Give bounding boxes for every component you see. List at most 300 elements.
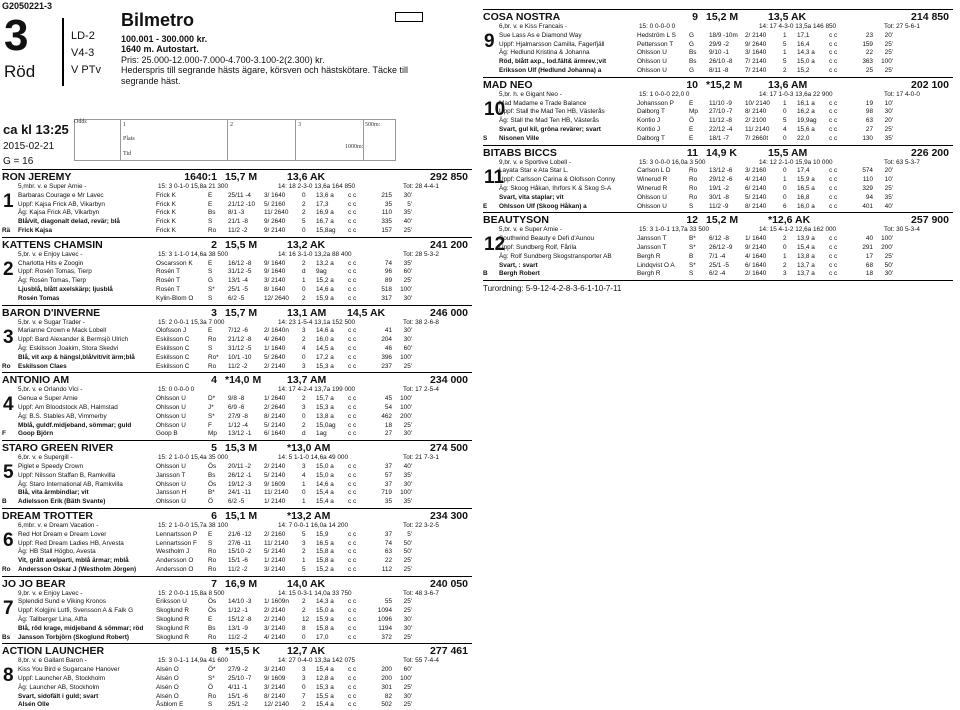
race-line-cell: 2: [302, 336, 306, 344]
race-line-cell: 30': [403, 480, 412, 488]
race-line-cell: c c: [348, 336, 357, 344]
race-line-cell: 2: [302, 598, 306, 606]
race-line: [2, 354, 472, 363]
race-line-cell: 502: [381, 701, 392, 709]
race-line-cell: S*: [208, 412, 215, 420]
race-line-cell: Röd, blått axp., lod.fält& ärmrev.;vit: [499, 58, 607, 66]
race-time: [3, 123, 69, 168]
race-line-cell: 30': [884, 270, 893, 278]
race-line-cell: Lennartsson P: [156, 530, 198, 538]
race-line-cell: Uppf: Bard Alexander & Bermsjö Ulrich: [18, 336, 129, 344]
race-line-cell: Marianne Crown e Mack Lobell: [18, 327, 107, 335]
year-stat: 14: 15 4-1-2 12,6a 162 000: [759, 226, 837, 234]
start-number: 6: [3, 529, 14, 551]
race-line-cell: 10': [884, 176, 893, 184]
divider: [2, 576, 472, 577]
race-line-cell: 16,5 a: [316, 539, 334, 547]
race-line-cell: 46: [384, 344, 392, 352]
race-line-cell: 1/12 -1: [228, 607, 248, 615]
race-line-cell: Frick K: [156, 209, 176, 217]
race-line-cell: 11/2 -2: [228, 362, 248, 370]
horse-header: [483, 147, 953, 159]
race-line-cell: c c: [348, 633, 357, 641]
horse-header: [2, 171, 472, 183]
race-line-cell: 25': [884, 252, 893, 260]
race-line-cell: Bergh Robert: [499, 270, 540, 278]
autostart-icon: [395, 12, 423, 22]
race-line-cell: 401: [862, 202, 873, 210]
race-line-cell: c c: [348, 675, 357, 683]
total-stat: Tot: 63 5-3-7: [884, 158, 920, 166]
race-line: [483, 108, 953, 117]
race-line: [483, 270, 953, 279]
race-line-cell: 17,0: [316, 633, 329, 641]
race-line-cell: 18/1 -7: [709, 134, 729, 142]
race-line-cell: 157: [381, 226, 392, 234]
race-line-cell: c c: [348, 209, 357, 217]
race-line-cell: 2/ 2640: [264, 403, 286, 411]
race-line-cell: [2, 625, 18, 634]
race-line-cell: Ös: [208, 462, 217, 470]
race-line-cell: [2, 286, 18, 295]
race-line-cell: Layata Star e Ata Star L.: [499, 167, 569, 175]
race-line: [2, 209, 472, 218]
race-line-cell: 110: [862, 176, 873, 184]
race-line-cell: 5: [783, 117, 787, 125]
race-line-cell: 60': [403, 666, 412, 674]
race-line-cell: 13,9 a: [797, 235, 815, 243]
horse-entry: [483, 9, 953, 76]
race-line-cell: 74: [384, 259, 392, 267]
race-line: [2, 598, 472, 607]
divider: [483, 212, 953, 213]
race-line-cell: 25': [884, 40, 893, 48]
start-number: 5: [3, 462, 14, 484]
race-line-cell: c c: [348, 362, 357, 370]
race-line-cell: Frick K: [156, 191, 176, 199]
race-line: [483, 126, 953, 135]
race-line-cell: c c: [348, 277, 357, 285]
race-line-cell: c c: [829, 108, 838, 116]
race-line-cell: E: [208, 191, 213, 199]
pedigree: 6,mbr. v. e Dream Vacation -: [18, 521, 99, 529]
race-line-cell: 3: [302, 666, 306, 674]
pedigree: 6,br. v. e Supergill -: [18, 454, 73, 462]
race-line-cell: 301: [381, 683, 392, 691]
start-position: 8: [211, 645, 217, 658]
race-line-cell: c c: [829, 202, 838, 210]
race-line-cell: 26/12 -9: [709, 243, 733, 251]
race-line-cell: Frick K: [156, 226, 176, 234]
race-line-cell: S: [208, 218, 213, 226]
race-line-cell: Ohlsson U: [156, 403, 186, 411]
horse-entry: [483, 145, 953, 212]
race-line-cell: 37: [384, 530, 392, 538]
race-line-cell: 40': [884, 202, 893, 210]
race-line-cell: 25': [884, 125, 893, 133]
year-stat: 15: 2 1-0-0 15,4a 35 000: [158, 454, 228, 462]
race-line-cell: 6/ 1640: [264, 430, 286, 438]
pedigree: 5,br. v. e Enjoy Lavec -: [18, 250, 83, 258]
race-line-cell: Uppf: Launcher AB, Stockholm: [18, 675, 106, 683]
race-line-cell: 200': [400, 412, 412, 420]
race-line-cell: Uppf: Carlsson Carina & Olofsson Conny: [499, 176, 616, 184]
divider: [2, 237, 472, 238]
horse-header: [2, 510, 472, 522]
race-line-cell: 25': [403, 362, 412, 370]
race-line: [483, 49, 953, 58]
race-line-cell: Ro: [208, 362, 217, 370]
race-line-cell: c c: [829, 252, 838, 260]
race-line-cell: 5: [783, 58, 787, 66]
horse-header: [483, 11, 953, 23]
race-line-cell: 25/1 -5: [228, 285, 248, 293]
race-line-cell: Splendid Sund e Viking Kronos: [18, 598, 106, 606]
race-line-cell: c c: [348, 403, 357, 411]
race-line-cell: 1: [783, 99, 787, 107]
race-line-cell: c c: [348, 430, 357, 438]
race-line-cell: 6/2 -4: [709, 270, 726, 278]
race-line-cell: Ro: [208, 336, 217, 344]
race-line-cell: 15,4 a: [316, 489, 334, 497]
race-line-cell: 25: [865, 66, 873, 74]
horse-entry: [2, 372, 472, 439]
race-line-cell: 60': [403, 268, 412, 276]
year-stat: 15: 0 0-0-0 0: [158, 386, 195, 394]
race-line-cell: 11/2 -2: [228, 633, 248, 641]
race-line-cell: 14,6 a: [316, 327, 334, 335]
pedigree: 6,br. v. e Kiss Francais -: [499, 23, 568, 30]
race-code: LD-2: [71, 30, 95, 42]
start-position: 9: [692, 11, 698, 23]
race-line-cell: Ohlsson U: [156, 480, 186, 488]
race-line-cell: Äg: HB Stall Högbo, Avesta: [18, 548, 96, 556]
race-line-cell: 2/ 2140: [264, 616, 286, 624]
race-line-cell: 15,0 a: [797, 58, 815, 66]
race-line-cell: 15,3 a: [316, 362, 334, 370]
start-position: 1640:1: [184, 171, 217, 183]
race-line-cell: Uppf: Kolgjini Lutfi, Svensson A & Falk G: [18, 607, 134, 615]
race-line-cell: S: [208, 701, 213, 709]
total-stat: Tot: 28 5-3-2: [403, 250, 439, 258]
total-stat: Tot: 27 5-6-1: [884, 23, 920, 30]
horse-header: [483, 214, 953, 226]
race-line-cell: 2: [302, 209, 306, 217]
race-line-cell: 5: [302, 565, 306, 573]
race-line-cell: 10': [884, 99, 893, 107]
race-line-cell: Ö*: [208, 666, 216, 674]
race-line-cell: 16,0 a: [316, 336, 334, 344]
race-line-cell: 8/ 1640: [264, 285, 286, 293]
divider: [483, 9, 953, 10]
race-line-cell: Skoglund R: [156, 624, 190, 632]
year-stat: 15: 1 0-0-0 22,0 0: [639, 90, 690, 98]
race-line-cell: 5/ 2140: [264, 548, 286, 556]
race-line-cell: 11/ 2140: [264, 489, 289, 497]
race-line-cell: 15,8 a: [316, 557, 334, 565]
race-line-cell: S: [689, 202, 694, 210]
race-line-cell: 100': [400, 675, 412, 683]
race-line-cell: Äg: Skoog Håkan, Ihrfors K & Skog S-A: [499, 184, 612, 192]
race-line-cell: 1: [302, 277, 306, 285]
race-line-cell: Ohlsson U: [637, 66, 667, 74]
race-line-cell: 2: [302, 294, 306, 302]
race-line-cell: Andersson Oskar J (Westholm Jörgen): [18, 565, 137, 573]
race-line: [2, 634, 472, 643]
race-line-cell: 27: [384, 430, 392, 438]
race-line-cell: 9/ 1640: [264, 259, 286, 267]
race-line-cell: 15,3 a: [316, 403, 334, 411]
race-line: [2, 430, 472, 439]
race-line-cell: Winerud R: [637, 184, 668, 192]
race-line: [483, 262, 953, 271]
horse-name: DREAM TROTTER: [2, 509, 93, 522]
race-line-cell: 1: [302, 498, 306, 506]
race-line-cell: c c: [829, 176, 838, 184]
horse-header: [483, 79, 953, 91]
prize-money: 274 500: [430, 442, 468, 455]
race-line-cell: c c: [348, 489, 357, 497]
race-line-cell: 21/12 -8: [228, 336, 252, 344]
race-line-cell: 1: [783, 31, 787, 39]
race-line-cell: Goop Björn: [18, 430, 54, 438]
race-line-cell: c c: [829, 261, 838, 269]
race-line-cell: 4/ 2140: [745, 176, 767, 184]
race-line-cell: 1/ 1640: [745, 235, 767, 243]
race-line-cell: 110: [381, 209, 392, 217]
race-line-cell: S*: [689, 243, 696, 251]
race-line-cell: 9/ 2140: [264, 226, 286, 234]
race-line-cell: Ohlsson U: [156, 412, 186, 420]
stats-row: [483, 91, 953, 100]
start-number: 3: [3, 326, 14, 348]
race-line-cell: 30': [403, 294, 412, 302]
race-line-cell: 1: [783, 252, 787, 260]
race-line-cell: Dalborg T: [637, 108, 665, 116]
year-stat: 14: 23 1-5-4 13,1a 152 500: [278, 318, 356, 326]
race-line-cell: 130: [862, 134, 873, 142]
race-line-cell: 25': [403, 565, 412, 573]
race-line-cell: Carlson L D: [637, 167, 671, 175]
plats-label: Plats: [123, 136, 135, 142]
race-line-cell: 14,5 a: [316, 344, 334, 352]
race-line-cell: [2, 295, 18, 304]
race-line-cell: c c: [829, 167, 838, 175]
race-line-cell: 35': [403, 471, 412, 479]
record: *12,6 AK: [768, 214, 811, 227]
race-line-cell: Äg: Kajsa Frick AB, Vikarbyn: [18, 209, 100, 217]
race-line-cell: 3: [783, 270, 787, 278]
m1000-label: 1000m:: [345, 144, 364, 150]
race-line: [2, 463, 472, 472]
race-line-cell: 35': [884, 134, 893, 142]
race-line-cell: Äg: Rolf Sundberg Skogstransporter AB: [499, 252, 612, 260]
race-title: Bilmetro: [121, 10, 195, 30]
race-line-cell: 0: [783, 243, 787, 251]
race-line-cell: S: [208, 268, 213, 276]
race-line: [483, 167, 953, 176]
race-line-cell: 30': [403, 327, 412, 335]
race-line-cell: 9/ 1609: [264, 675, 286, 683]
race-line-cell: 1/ 1640: [264, 344, 286, 352]
race-line-cell: 204: [381, 336, 392, 344]
race-line: [2, 489, 472, 498]
start-number: 11: [484, 166, 505, 188]
race-line-cell: 30/1 -8: [709, 193, 729, 201]
race-line-cell: 3: [302, 462, 306, 470]
race-line: [2, 192, 472, 201]
race-line-cell: c c: [348, 616, 357, 624]
race-line-cell: Andersson O: [156, 557, 194, 565]
race-line-cell: 0: [783, 108, 787, 116]
race-line-cell: 22,0: [797, 134, 810, 142]
race-line-cell: 3/ 2140: [264, 683, 286, 691]
record: 14,9 K: [706, 146, 737, 159]
race-line-cell: 15,3 a: [316, 683, 334, 691]
race-line-cell: Rosén T: [156, 277, 181, 285]
race-line-cell: 14,6 a: [316, 285, 334, 293]
race-line-cell: 55: [384, 598, 392, 606]
prize-money: 241 200: [430, 238, 468, 251]
race-line-cell: 13,7 a: [797, 261, 815, 269]
pedigree: 5,mbr. v. e Super Arnie -: [18, 183, 87, 190]
race-line-cell: 37: [384, 480, 392, 488]
race-line-cell: 6/12 -8: [709, 235, 729, 243]
race-line-cell: 5: [302, 530, 306, 538]
race-line-cell: Jansson H: [156, 489, 187, 497]
race-line-cell: Skoglund R: [156, 633, 190, 641]
race-line-cell: 23: [865, 31, 873, 39]
race-line-cell: E: [208, 616, 213, 624]
race-line-cell: 16,5 a: [797, 184, 815, 192]
race-line-cell: 3/ 1640: [745, 49, 767, 57]
divider: [483, 77, 953, 78]
race-line-cell: Frick K: [156, 218, 176, 226]
race-line-cell: 5: [783, 40, 787, 48]
race-line-cell: Svart, sidofält i guld; svart: [18, 692, 99, 700]
record: 13,6 AK: [287, 171, 326, 183]
year-stat: 14: 15 0-3-1 14,0a 33 750: [278, 589, 352, 597]
race-line-cell: 462: [381, 412, 392, 420]
race-line-cell: 100': [881, 58, 893, 66]
race-line-cell: 6/ 2140: [745, 184, 767, 192]
race-line-cell: 5/ 2140: [745, 193, 767, 201]
race-line-cell: 25': [884, 49, 893, 57]
race-line-cell: [483, 194, 499, 203]
vertical-divider: [62, 18, 64, 86]
race-line-cell: 1/ 2140: [264, 557, 286, 565]
race-line-cell: 50': [403, 539, 412, 547]
record: 15,7 M: [225, 306, 258, 319]
race-line-cell: Eriksson Ulf (Hedlund Johanna) a: [499, 66, 602, 74]
race-line: [483, 117, 953, 126]
race-line-cell: 6/2 -5: [228, 498, 245, 506]
race-line-cell: [483, 67, 499, 76]
race-line-cell: 4/ 1640: [745, 252, 767, 260]
race-line-cell: 13/12 -6: [709, 167, 733, 175]
race-line-cell: 15/12 -8: [228, 616, 252, 624]
race-line-cell: c c: [829, 99, 838, 107]
race-line-cell: 13,8 a: [316, 412, 334, 420]
race-line: [483, 203, 953, 212]
race-line-cell: Southwind Beauty e Defi d'Aunou: [499, 235, 595, 243]
race-line-cell: Bs: [2, 633, 11, 641]
race-line-cell: Bs: [208, 624, 216, 632]
race-line-cell: 7/ 2140: [745, 66, 767, 74]
race-line-cell: 3/ 2160: [745, 167, 767, 175]
race-line-cell: Red Hot Dream e Dream Lover: [18, 530, 107, 538]
race-line-cell: 9/ 2640: [264, 218, 286, 226]
race-line-cell: 9/ 1640: [264, 268, 286, 276]
race-line-cell: 1/ 2640: [264, 395, 286, 403]
race-line-cell: 16,1 a: [797, 99, 815, 107]
race-line-cell: c c: [829, 58, 838, 66]
record: *15,5 K: [225, 645, 261, 658]
race-line-cell: c c: [348, 344, 357, 352]
race-line: [2, 363, 472, 372]
race-line-cell: Ro: [689, 184, 698, 192]
race-line-cell: 16/12 -8: [228, 259, 252, 267]
race-line-cell: c c: [348, 412, 357, 420]
race-line-cell: Ohlsson Ulf (Skoog Håkan) a: [499, 202, 587, 210]
total-stat: Tot: 48 3-6-7: [403, 589, 439, 597]
horse-entry: [2, 237, 472, 304]
race-line-cell: 15/1 -6: [228, 557, 248, 565]
race-line-cell: 15,2 a: [316, 277, 334, 285]
race-line: [2, 336, 472, 345]
race-line: [483, 32, 953, 41]
race-line: [2, 548, 472, 557]
race-line-cell: Mp: [689, 108, 698, 116]
race-line-cell: G: [689, 66, 694, 74]
race-line-cell: 30': [884, 108, 893, 116]
pedigree: 8,br. v. e Gallant Baron -: [18, 657, 87, 665]
start-number: 10: [484, 98, 506, 120]
race-line-cell: 9/10 -1: [709, 49, 729, 57]
race-line-cell: c c: [829, 270, 838, 278]
prize-money: 292 850: [430, 171, 468, 183]
race-line-cell: Eriksson U: [156, 598, 187, 606]
record: 14,5 AK: [347, 306, 386, 319]
race-line-cell: 0: [783, 134, 787, 142]
race-line-cell: 2/ 2140: [264, 462, 286, 470]
race-line-cell: 15,4 a: [316, 666, 334, 674]
race-line-cell: [483, 126, 499, 135]
race-line-cell: 396: [381, 353, 392, 361]
horse-entry: [483, 212, 953, 279]
race-line-cell: 335: [381, 218, 392, 226]
left-column: [2, 168, 472, 710]
race-line-cell: 57: [384, 471, 392, 479]
race-line-cell: Ro: [208, 565, 217, 573]
race-line-cell: Goop B: [156, 430, 178, 438]
year-stat: 15: 2 0-0-1 15,3a 7 000: [158, 318, 225, 326]
race-info: [121, 34, 421, 87]
horse-entry: [2, 440, 472, 507]
race-line-cell: Äg: B.S. Stables AB, Vimmerby: [18, 412, 107, 420]
race-line-cell: 0: [302, 191, 306, 199]
race-line-cell: S: [208, 294, 213, 302]
race-line-cell: 100': [881, 235, 893, 243]
race-line-cell: 159: [862, 40, 873, 48]
race-line-cell: Frick K: [156, 200, 176, 208]
race-line-cell: 5/ 2640: [264, 353, 286, 361]
race-line-cell: c c: [829, 235, 838, 243]
race-line-cell: Kontio J: [637, 125, 661, 133]
race-line-cell: 98: [865, 108, 873, 116]
race-line-cell: Ö: [208, 498, 213, 506]
race-line-cell: Rosén Tomas: [18, 294, 60, 302]
